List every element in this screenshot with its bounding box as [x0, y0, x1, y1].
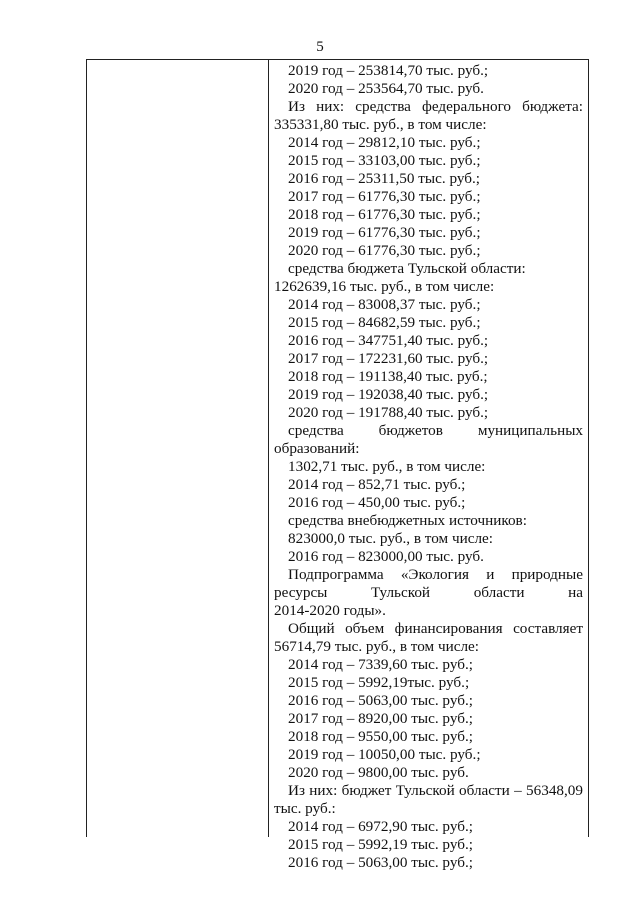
word: – — [514, 782, 522, 799]
word: Из — [288, 98, 305, 115]
word: средства — [355, 98, 411, 115]
text-line: средства бюджета Тульской области: — [288, 260, 526, 277]
text-line: 2018 год – 9550,00 тыс. руб.; — [288, 728, 473, 745]
word: и — [486, 566, 495, 583]
text-line: 2016 год – 347751,40 тыс. руб.; — [288, 332, 489, 349]
text-line: образований: — [274, 440, 360, 457]
word: средства — [288, 422, 344, 439]
word: области — [473, 584, 525, 601]
text-line: 2015 год – 33103,00 тыс. руб.; — [288, 152, 481, 169]
text-line: 2016 год – 450,00 тыс. руб.; — [288, 494, 466, 511]
word: финансирования — [394, 620, 503, 637]
text-line: 2020 год – 9800,00 тыс. руб. — [288, 764, 469, 781]
word: Тульской — [371, 584, 431, 601]
text-line: 2014 год – 29812,10 тыс. руб.; — [288, 134, 481, 151]
text-line: 2020 год – 253564,70 тыс. руб. — [288, 80, 484, 97]
text-line — [274, 584, 583, 602]
text-line: 2014-2020 годы». — [274, 602, 386, 619]
text-line: 2019 год – 10050,00 тыс. руб.; — [288, 746, 481, 763]
text-line — [274, 566, 583, 584]
word: на — [568, 584, 583, 601]
text-line: 56714,79 тыс. руб., в том числе: — [274, 638, 479, 655]
financing-table — [86, 59, 589, 871]
text-line: 2016 год – 5063,00 тыс. руб.; — [288, 692, 473, 709]
text-line — [274, 620, 583, 638]
text-line: 2019 год – 253814,70 тыс. руб.; — [288, 62, 489, 79]
word: федерального — [422, 98, 512, 115]
text-line: 2017 год – 8920,00 тыс. руб.; — [288, 710, 473, 727]
text-line: 2018 год – 61776,30 тыс. руб.; — [288, 206, 481, 223]
word: природные — [511, 566, 583, 583]
word: бюджет — [341, 782, 392, 799]
word: «Экология — [400, 566, 469, 583]
word: муниципальных — [477, 422, 583, 439]
text-line: средства внебюджетных источников: — [288, 512, 527, 529]
text-line: 2019 год – 192038,40 тыс. руб.; — [288, 386, 489, 403]
word: ресурсы — [274, 584, 328, 601]
word: Общий — [288, 620, 335, 637]
word: Тульской — [395, 782, 455, 799]
word: Из — [288, 782, 305, 799]
text-line: 1262639,16 тыс. руб., в том числе: — [274, 278, 495, 295]
text-line: 2016 год – 25311,50 тыс. руб.; — [288, 170, 480, 187]
word: области — [459, 782, 510, 799]
column-divider — [268, 60, 269, 837]
text-line: тыс. руб.: — [274, 800, 336, 817]
text-line: 823000,0 тыс. руб., в том числе: — [288, 530, 493, 547]
text-line: 2020 год – 61776,30 тыс. руб.; — [288, 242, 481, 259]
word: составляет — [513, 620, 583, 637]
text-line: 1302,71 тыс. руб., в том числе: — [288, 458, 486, 475]
text-line: 2014 год – 7339,60 тыс. руб.; — [288, 656, 473, 673]
text-line — [274, 98, 583, 116]
text-line: 2017 год – 61776,30 тыс. руб.; — [288, 188, 481, 205]
word: объем — [345, 620, 385, 637]
text-line: 2016 год – 823000,00 тыс. руб. — [288, 548, 484, 565]
text-line: 2018 год – 191138,40 тыс. руб.; — [288, 368, 488, 385]
text-line: 2017 год – 172231,60 тыс. руб.; — [288, 350, 489, 367]
text-line: 2016 год – 5063,00 тыс. руб.; — [288, 854, 473, 871]
financing-cell — [274, 62, 583, 872]
word: бюджетов — [378, 422, 443, 439]
text-line: 2015 год – 84682,59 тыс. руб.; — [288, 314, 481, 331]
text-line: 2019 год – 61776,30 тыс. руб.; — [288, 224, 481, 241]
text-line: 335331,80 тыс. руб., в том числе: — [274, 116, 487, 133]
word: 56348,09 — [526, 782, 583, 799]
text-line — [274, 782, 583, 800]
text-line — [274, 422, 583, 440]
word: бюджета: — [522, 98, 583, 115]
text-line: 2015 год – 5992,19 тыс. руб.; — [288, 836, 473, 853]
text-line: 2014 год – 852,71 тыс. руб.; — [288, 476, 466, 493]
text-line: 2015 год – 5992,19тыс. руб.; — [288, 674, 470, 691]
text-line: 2014 год – 83008,37 тыс. руб.; — [288, 296, 481, 313]
text-line: 2020 год – 191788,40 тыс. руб.; — [288, 404, 489, 421]
text-line: 2014 год – 6972,90 тыс. руб.; — [288, 818, 473, 835]
word: Подпрограмма — [288, 566, 384, 583]
word: них: — [316, 98, 345, 115]
page-number: 5 — [316, 39, 324, 55]
word: них: — [309, 782, 338, 799]
